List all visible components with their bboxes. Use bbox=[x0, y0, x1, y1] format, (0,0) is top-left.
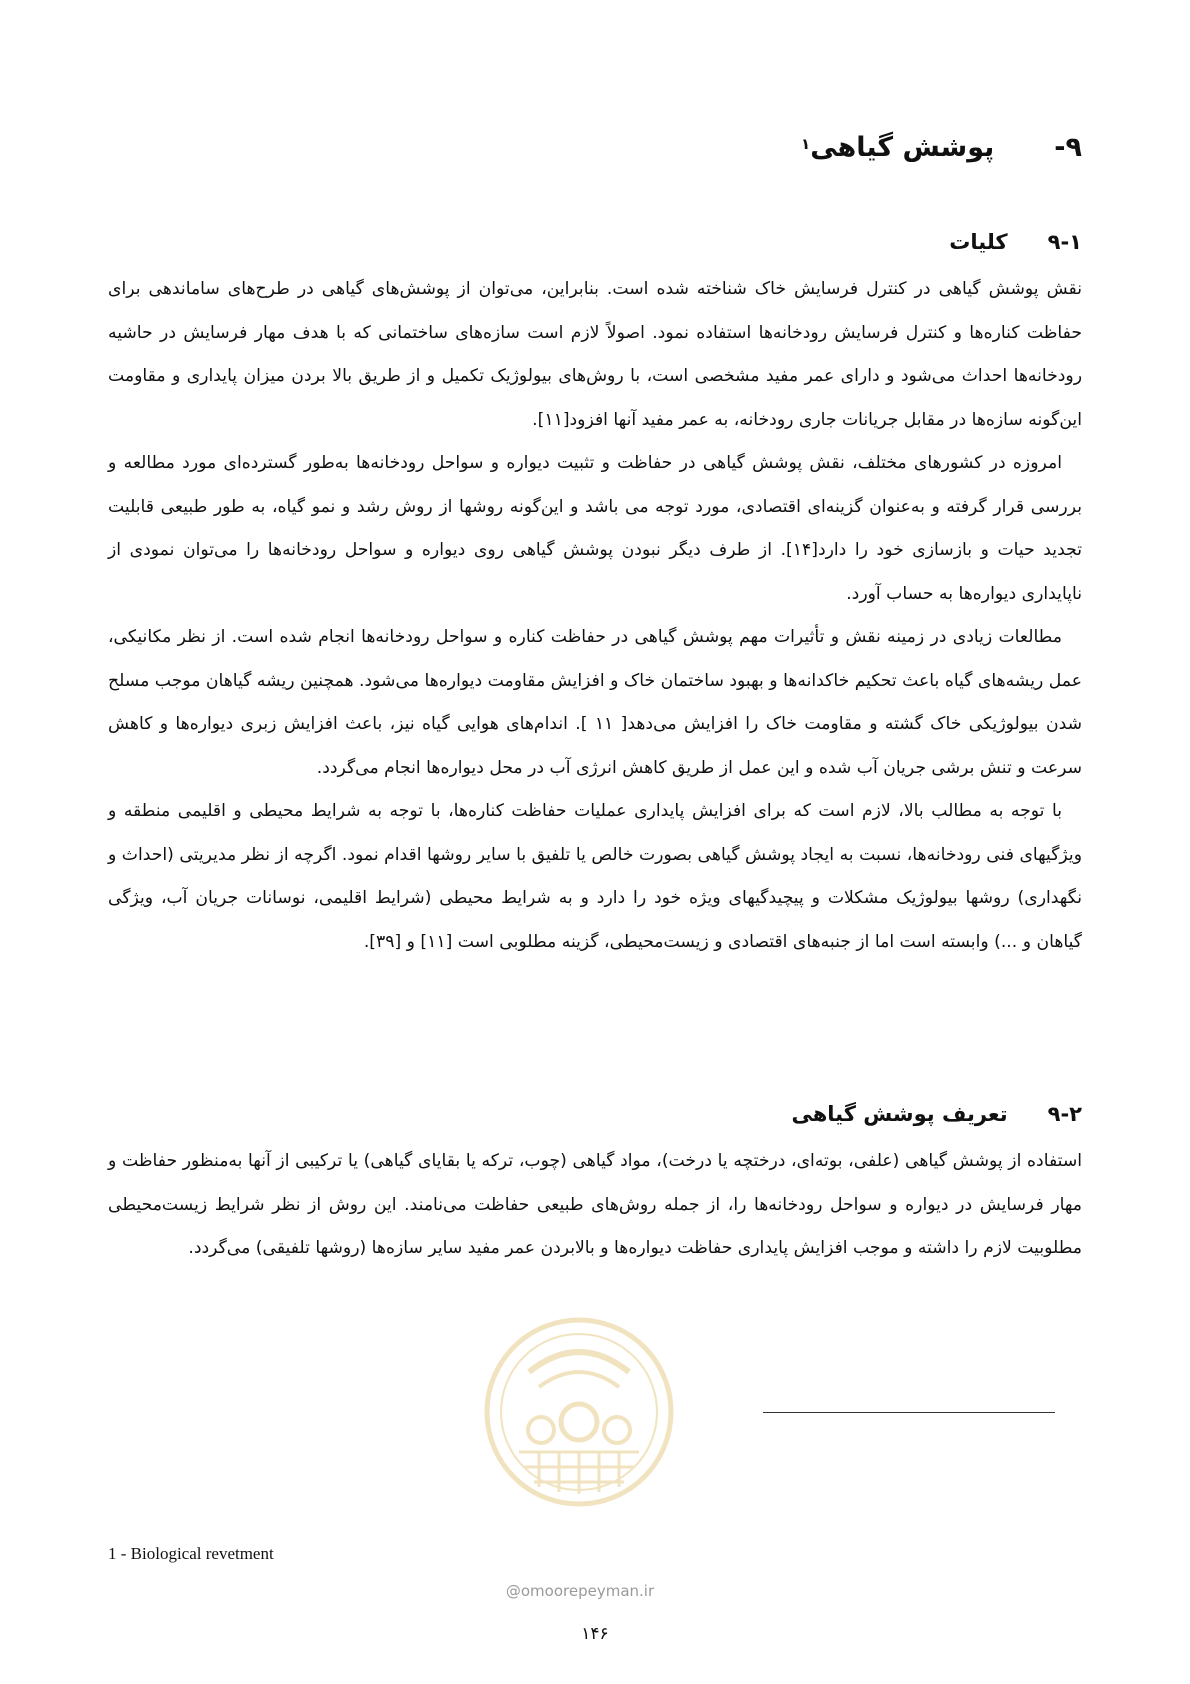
section-body-definition bbox=[108, 1140, 1082, 1271]
paragraph: امروزه در کشورهای مختلف، نقش پوشش گیاهی در حفاظت و تثبیت دیواره و سواحل رودخانه‌ها به‌طور گسترده‌ای مورد مطالعه و بررسی قرار گرفته و به‌عنوان گزینه‌ای اقتصادی، مورد توجه می باشد و این‌گونه روشها از روش رشد و نمو گیاه، به طور طبیعی قابلیت تجدید حیات و بازسازی خود را دارد[۱۴]. از طرف دیگر نبودن پوشش گیاهی روی دیواره و سواحل رودخانه‌ها را می‌توان نمودی از ناپایداری دیواره‌ها به حساب آورد. bbox=[108, 453, 1082, 604]
chapter-heading bbox=[108, 128, 1082, 168]
footnote-divider bbox=[763, 1412, 1055, 1413]
page-number: ۱۴۶ bbox=[581, 1624, 609, 1644]
paragraph: مطالعات زیادی در زمینه نقش و تأثیرات مهم پوشش گیاهی در حفاظت کناره و سواحل رودخانه‌ها انجام شده است. از نظر مکانیکی، عمل ریشه‌های گیاه باعث تحکیم خاکدانه‌ها و بهبود ساختمان خاک و افزایش مقاومت دیواره‌ها می‌شود. همچنین ریشه گیاهان موجب مسلح شدن بیولوژیکی خاک گشته و مقاومت خاک را افزایش می‌دهد[ ۱۱ ]. اندام‌های هوایی گیاه نیز، باعث افزایش زبری دیواره‌ها و کاهش سرعت و تنش برشی جریان آب شده و این عمل از طریق کاهش انرژی آب در محل دیواره‌ها انجام می‌گردد. bbox=[108, 627, 1082, 778]
watermark-url: @omoorepeyman.ir bbox=[505, 1582, 655, 1600]
paragraph: استفاده از پوشش گیاهی (علفی، بوته‌ای، درختچه یا درخت)، مواد گیاهی (چوب، ترکه یا بقایای گیاهی) یا ترکیبی از آنها به‌منظور حفاظت و مهار فرسایش در دیواره و سواحل رودخانه‌ها را، از جمله روش‌های طبیعی حفاظت می‌نامند. این روش از نظر شرایط زیست‌محیطی مطلوبیت لازم را داشته و موجب افزایش پایداری حفاظت دیواره‌ها و بالابردن عمر مفید سایر سازه‌ها (روشها تلفیقی) می‌گردد. bbox=[108, 1151, 1082, 1258]
paragraph: نقش پوشش گیاهی در کنترل فرسایش خاک شناخته شده است. بنابراین، می‌توان از پوشش‌های گیاهی در طرح‌های ساماندهی برای حفاظت کناره‌ها و کنترل فرسایش رودخانه‌ها استفاده نمود. اصولاً لازم است سازه‌های ساختمانی که با هدف مهار فرسایش در حاشیه رودخانه‌ها احداث می‌شود و دارای عمر مفید مشخصی است، با روش‌های بیولوژیک تکمیل و از طریق بالا بردن میزان پایداری و مقاومت این‌گونه سازه‌ها در مقابل جریانات جاری رودخانه، به عمر مفید آنها افزود[۱۱]. bbox=[108, 279, 1082, 430]
watermark-seal-icon bbox=[479, 1312, 679, 1522]
section-number: ۹-۲ bbox=[1047, 1102, 1082, 1126]
section-body-general bbox=[108, 268, 1082, 964]
section-number: ۹-۱ bbox=[1047, 230, 1082, 254]
paragraph: با توجه به مطالب بالا، لازم است که برای افزایش پایداری عملیات حفاظت کناره‌ها، با توجه به شرایط محیطی و اقلیمی منطقه و ویژگیهای فنی رودخانه‌ها، نسبت به ایجاد پوشش گیاهی بصورت خالص یا تلفیق با سایر روشها اقدام نمود. اگرچه از نظر مدیریتی (احداث و نگهداری) روشها بیولوژیک مشکلات و پیچیدگیهای ویژه خود را دارد و به شرایط محیطی (شرایط اقلیمی، نوسانات جریان آب، ویژگی گیاهان و ...) وابسته است اما از جنبه‌های اقتصادی و زیست‌محیطی، گزینه مطلوبی است [۱۱] و [۳۹]. bbox=[108, 801, 1082, 952]
footnote: 1 - Biological revetment bbox=[108, 1544, 274, 1563]
section-title: تعریف پوشش گیاهی bbox=[791, 1102, 1008, 1126]
section-heading-definition bbox=[108, 1098, 1082, 1130]
section-title: کلیات bbox=[949, 230, 1008, 254]
section-heading-general bbox=[108, 226, 1082, 258]
chapter-number: ۹- bbox=[1054, 132, 1082, 163]
chapter-footnote-mark[interactable]: ۱ bbox=[801, 135, 811, 153]
chapter-title: پوشش گیاهی bbox=[810, 132, 995, 163]
